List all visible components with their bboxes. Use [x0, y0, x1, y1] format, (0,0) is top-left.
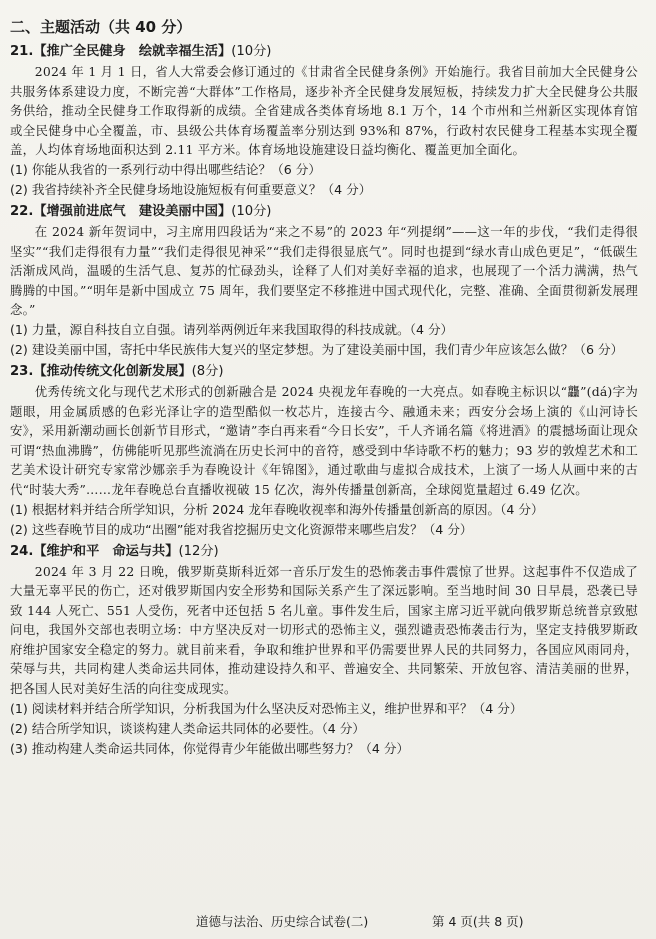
- question-heading: [10, 42, 638, 62]
- sub-question: (1) 阅读材料并结合所学知识，分析我国为什么坚决反对恐怖主义，维护世界和平？（4 分）: [10, 700, 523, 716]
- sub-question: (2) 我省持续补齐全民健身场地设施短板有何重要意义？（4 分）: [10, 181, 372, 197]
- question-material: 2024 年 3 月 22 日晚，俄罗斯莫斯科近郊一音乐厅发生的恐怖袭击事件震惊了世界。这起事件不仅造成了大量无辜平民的伤亡，还对俄罗斯国内安全形势和国际关系产生了深远影响。至当地时间 30 日早晨，恐袭已导致 144 人死亡、551 人受伤，死者中还包括 5 名儿童。事件发生后，国家主席习近平就向俄罗斯总统普京致慰问电，我国外交部也表明立场：中方坚决反对一切形式的恐怖主义，强烈谴责恐怖袭击行为，坚定支持俄罗斯政府维护国家安全稳定的努力。就目前来看，争取和维护世界和平仍需要世界人民的共同努力，各国应风雨同舟，荣辱与共，共同构建人类命运共同体，推动建设持久和平、普遍安全、共同繁荣、开放包容、清洁美丽的世界，把各国人民对美好生活的向往变成现实。: [10, 563, 638, 697]
- sub-question: (2) 这些春晚节目的成功“出圈”能对我省挖掘历史文化资源带来哪些启发？（4 分）: [10, 521, 473, 537]
- page-number: 第 4 页(共 8 页): [432, 914, 524, 929]
- question-material: 在 2024 新年贺词中，习主席用四段话为“来之不易”的 2023 年“列提纲”——这一年的步伐，“我们走得很坚实”“我们走得很有力量”“我们走得很见神采”“我们走得很显底气”。同时也提到“绿水青山成色更足”，“低碳生活渐成风尚，温暖的生活气息、复苏的忙碌劲头，诠释了人们对美好幸福的追求，也展现了一个活力满满，热气腾腾的中国。”“明年是新中国成立 75 周年，我们要坚定不移推进中国式现代化，完整、准确、全面贯彻新发展理念。”: [10, 223, 638, 318]
- question-score: (12分): [178, 543, 219, 559]
- question-score: (8分): [191, 363, 224, 379]
- question-23: [10, 362, 638, 540]
- sub-question: (1) 力量，源自科技自立自强。请列举两例近年来我国取得的科技成就。（4 分）: [10, 321, 454, 337]
- question-title: 24.【维护和平 命运与共】: [10, 543, 179, 559]
- question-title: 23.【推动传统文化创新发展】: [10, 363, 192, 379]
- section-title: 二、主题活动（共 40 分）: [10, 18, 192, 36]
- question-heading: [10, 202, 638, 222]
- question-title: 21.【推广全民健身 绘就幸福生活】: [10, 44, 232, 59]
- exam-name: 道德与法治、历史综合试卷(二): [196, 914, 369, 929]
- question-24: [10, 542, 638, 759]
- question-22: [10, 202, 638, 360]
- question-heading: [10, 362, 638, 382]
- question-heading: [10, 542, 638, 562]
- question-material: 优秀传统文化与现代艺术形式的创新融合是 2024 央视龙年春晚的一大亮点。如春晚主标识以“龘”(dá)字为题眼，用金属质感的色彩光泽让字的造型酷似一枚芯片，连接古今、融通未来；西安分会场上演的《山河诗长安》，采用新潮动画长创新节目形式，“邀请”李白再来看“今日长安”，千人齐诵名篇《将进酒》的震撼场面让现众可谓“热血沸腾”，仿佛能听见那些流淌在历史长河中的音符，感受到中华诗歌不朽的魅力；93 岁的敦煌艺术和工艺美术设计研究专家常沙娜亲手为春晚设计《年锦图》，通过歌曲与虚拟合成技术，上演了一场人从画中来的古代“时装大秀”……龙年春晚总台直播收视破 15 亿次，海外传播量创新高，全球阅览量超过 6.49 亿次。: [10, 383, 638, 497]
- sub-question: (1) 根据材料并结合所学知识，分析 2024 龙年春晚收视率和海外传播量创新高的原因。（4 分）: [10, 501, 544, 517]
- question-21: [10, 42, 638, 200]
- sub-question: (2) 建设美丽中国，寄托中华民族伟大复兴的坚定梦想。为了建设美丽中国，我们青少年应该怎么做？（6 分）: [10, 341, 624, 357]
- question-material: 2024 年 1 月 1 日，省人大常委会修订通过的《甘肃省全民健身条例》开始施行。我省目前加大全民健身公共服务体系建设力度，不断完善“大群体”工作格局，逐步补齐全民健身发展短板，持续发力扩大全民健身公共服务供给，推动全民健身工作取得新的成绩。全省建成各类体育场地 8.1 万个，14 个市州和兰州新区实现体育馆或全民健身中心全覆盖，市、县级公共体育场覆盖率分别达到 93%和 87%，行政村农民健身工程基本实现全覆盖，人均体育场地面积达到 2.11 平方米。体育场地设施建设日益均衡化、覆盖更加全面化。: [10, 64, 638, 158]
- sub-question: (1) 你能从我省的一系列行动中得出哪些结论？（6 分）: [10, 161, 321, 177]
- question-title: 22.【增强前进底气 建设美丽中国】: [10, 203, 232, 219]
- sub-question: (3) 推动构建人类命运共同体，你觉得青少年能做出哪些努力？（4 分）: [10, 740, 410, 756]
- question-score: (10分): [231, 203, 272, 219]
- sub-question: (2) 结合所学知识，谈谈构建人类命运共同体的必要性。（4 分）: [10, 720, 365, 736]
- question-score: (10分): [231, 44, 272, 59]
